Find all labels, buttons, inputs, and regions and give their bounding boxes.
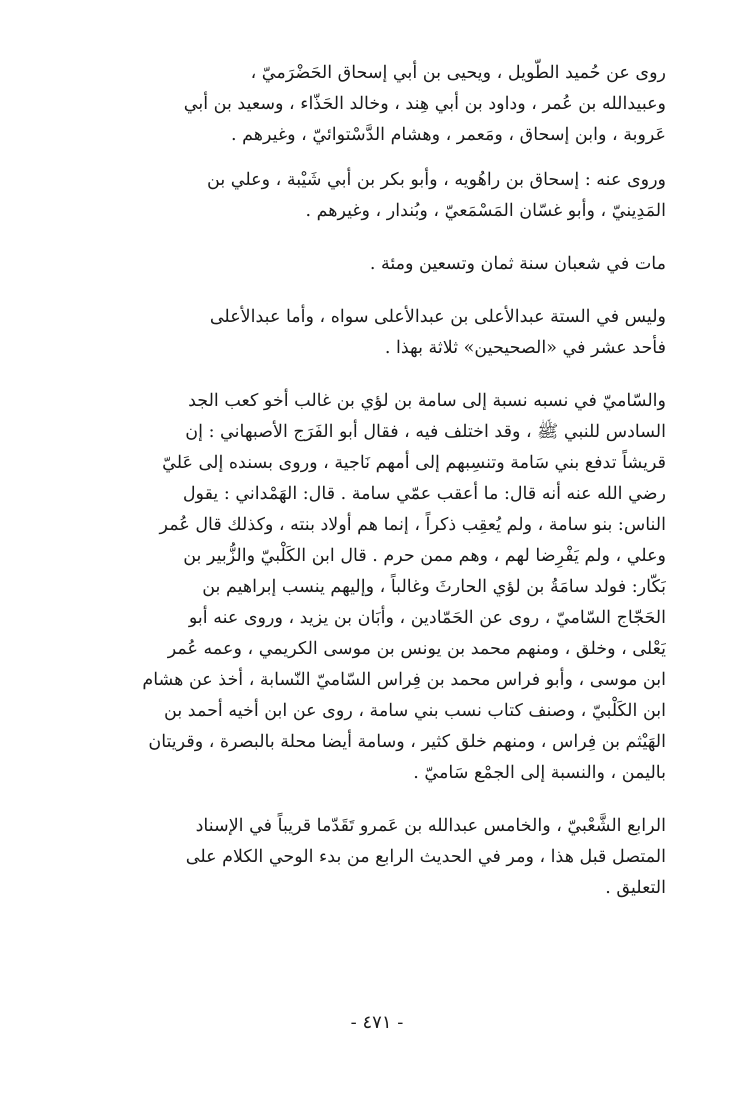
text-line: روى عن حُميد الطّويل ، ويحيى بن أبي إسحاق الحَضْرَميّ ، [250, 63, 666, 83]
page-number: - ٤٧١ - [350, 1012, 404, 1033]
text-line: والسّاميّ في نسبه نسبة إلى سامة بن لؤي بن غالب أخو كعب الجد [188, 391, 666, 411]
paragraph [88, 811, 666, 904]
text-line: مات في شعبان سنة ثمان وتسعين ومئة . [369, 254, 666, 274]
text-line: الحَجّاج السّاميّ ، روى عن الحَمّادين ، وأبَان بن يزيد ، وروى عنه أبو [188, 608, 666, 628]
text-line: بَكّار: فولد سامَةُ بن لؤي الحارثَ وغالباً ، وإليهم ينسب إبراهيم بن [202, 577, 666, 597]
text-line: فأحد عشر في «الصحيحين» ثلاثة بهذا . [384, 338, 666, 358]
text-line: وروى عنه : إسحاق بن راهُويه ، وأبو بكر بن أبي شَيْبة ، وعلي بن [207, 170, 666, 190]
text-line: المتصل قبل هذا ، ومر في الحديث الرابع من بدء الوحي الكلام على [185, 847, 666, 867]
text-line: ابن موسى ، وأبو فراس محمد بن فِراس السّاميّ النّسابة ، أخذ عن هشام [142, 670, 666, 690]
text-line: التعليق . [605, 878, 666, 898]
text-line: وعلي ، ولم يَفْرِضا لهم ، وهم ممن حرم . قال ابن الكَلْبيّ والزُّبير بن [183, 546, 666, 566]
text-line: وليس في الستة عبدالأعلى بن عبدالأعلى سواه ، وأما عبدالأعلى [209, 307, 666, 327]
text-line: يَعْلى ، وخلق ، ومنهم محمد بن يونس بن موسى الكريمي ، وعمه عُمر [167, 639, 666, 659]
text-line: ابن الكَلْبيّ ، وصنف كتاب نسب بني سامة ، روى عن ابن أخيه أحمد بن [164, 701, 666, 721]
text-line: الناس: بنو سامة ، ولم يُعقِب ذكراً ، إنما هم أولاد بنته ، وكذلك قال عُمر [159, 515, 666, 535]
text-line: قريشاً تدفع بني سَامة وتنسِبهم إلى أمهم نَاجية ، وروى بسنده إلى عَليّ [162, 453, 666, 473]
text-line: السادس للنبي ﷺ ، وقد اختلف فيه ، فقال أبو الفَرَج الأصبهاني : إن [185, 422, 666, 442]
paragraph [88, 386, 666, 789]
paragraph [88, 58, 666, 151]
paragraph [88, 165, 666, 227]
text-line: الرابع الشَّعْبيّ ، والخامس عبدالله بن عَمرو تَقَدّما قريباً في الإسناد [195, 816, 666, 836]
text-line: رضي الله عنه أنه قال: ما أعقب عمّي سامة . قال: الهَمْداني : يقول [182, 484, 666, 504]
paragraph [88, 249, 666, 280]
text-line: المَدِينيّ ، وأبو غسّان المَسْمَعيّ ، وبُندار ، وغيرهم . [305, 201, 666, 221]
body-text [88, 58, 666, 904]
text-line: الهَيْثم بن فِراس ، ومنهم خلق كثير ، وسامة أيضا محلة بالبصرة ، وقريتان [148, 732, 666, 752]
text-line: عَروبة ، وابن إسحاق ، ومَعمر ، وهشام الدَّسْتوائيّ ، وغيرهم . [231, 125, 666, 145]
paragraph [88, 302, 666, 364]
text-line: باليمن ، والنسبة إلى الجمْع سَاميّ . [413, 763, 666, 783]
text-line: وعبيدالله بن عُمر ، وداود بن أبي هِند ، وخالد الحَذّاء ، وسعيد بن أبي [183, 94, 666, 114]
